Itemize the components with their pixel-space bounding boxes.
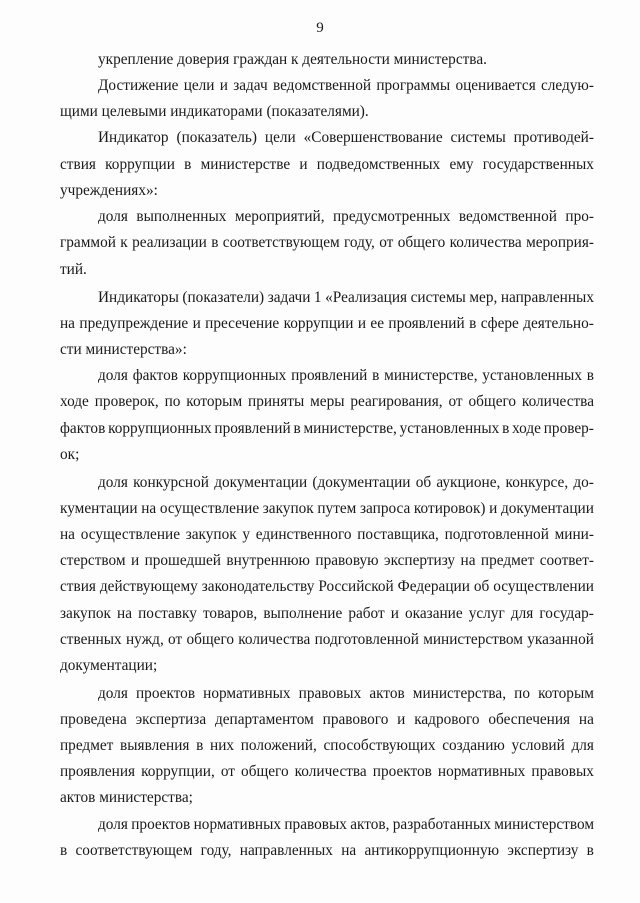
word: конкурсе,	[505, 474, 569, 491]
word: правовых	[531, 763, 594, 780]
word: в	[196, 737, 204, 754]
text-line: сти министерства»:	[60, 341, 187, 358]
word: у	[242, 526, 251, 543]
text-line	[60, 419, 594, 439]
word: нормативных	[193, 816, 282, 833]
word: выполнение	[263, 605, 343, 622]
text-line: учреждениях»:	[60, 182, 158, 199]
word: системы	[410, 289, 466, 306]
text-line	[98, 815, 594, 835]
text-line	[60, 630, 594, 650]
word: Российской	[318, 578, 394, 595]
word: году,	[344, 234, 375, 251]
word: общего	[397, 234, 446, 251]
word: единственного	[255, 526, 352, 543]
text-line: укрепление доверия граждан к деятельности министерства.	[98, 51, 487, 68]
text-line: актов министерства;	[60, 789, 193, 806]
word: указанной	[527, 631, 594, 648]
text-line	[60, 314, 594, 334]
word: 1	[313, 289, 322, 306]
word: условий	[511, 737, 565, 754]
word: доля	[98, 367, 128, 384]
text-line: щими целевыми индикаторами (показателями).	[60, 103, 369, 120]
word: ему	[449, 156, 474, 173]
word: по	[514, 685, 530, 702]
word: которым	[538, 685, 594, 702]
word: мини-	[554, 526, 594, 543]
word: созданию	[442, 737, 505, 754]
word: цели	[183, 77, 215, 94]
text-line	[60, 525, 594, 545]
word: и	[299, 156, 308, 173]
word: на	[141, 500, 157, 517]
word: программы	[376, 77, 451, 94]
text-line	[60, 841, 594, 861]
word: «Реализация	[325, 289, 408, 306]
word: и	[397, 711, 406, 728]
word: по	[164, 393, 181, 410]
word: от	[448, 393, 463, 410]
text-line	[98, 366, 594, 386]
word: аукционе,	[436, 474, 501, 491]
word: подготовленной	[444, 526, 549, 543]
text-line	[60, 604, 594, 624]
word: экспертизу	[507, 842, 579, 859]
word: предмет	[60, 737, 114, 754]
word: ствия	[60, 578, 96, 595]
word: проявления	[60, 763, 136, 780]
word: экспертиза	[135, 711, 207, 728]
word: коррупции	[105, 156, 175, 173]
word: ходе	[512, 420, 541, 437]
word: документации	[500, 500, 594, 517]
word: проведена	[60, 711, 127, 728]
word: котировок)	[413, 500, 486, 517]
word: путем	[317, 500, 357, 517]
text-line: ок;	[60, 446, 80, 463]
text-line: документации;	[60, 657, 158, 674]
word: предмет	[480, 552, 535, 569]
word: антикоррупционную	[364, 842, 500, 859]
word: запроса	[360, 500, 411, 517]
word: и	[192, 315, 201, 332]
word: направленных	[500, 289, 594, 306]
word: (документации	[312, 474, 411, 491]
word: документации	[214, 474, 308, 491]
word: провер-	[543, 420, 594, 437]
text-line	[98, 684, 594, 704]
text-line	[60, 577, 594, 597]
word: в	[469, 315, 477, 332]
word: осуществление	[80, 526, 180, 543]
word: на	[117, 605, 133, 622]
word: стерством	[60, 552, 126, 569]
word: действующему	[99, 578, 198, 595]
word: государственных	[482, 156, 594, 173]
text-line	[98, 473, 594, 493]
word: выявления	[120, 737, 190, 754]
word: ведомственной	[458, 208, 557, 225]
word: ходе	[60, 393, 89, 410]
word: пресечение	[205, 315, 280, 332]
word: проектов	[372, 763, 432, 780]
word: министерстве,	[384, 367, 478, 384]
word: товаров,	[202, 605, 258, 622]
word: в	[293, 420, 301, 437]
word: положений,	[240, 737, 317, 754]
word: ведомственной	[272, 77, 372, 94]
word: поставку	[138, 605, 197, 622]
text-line	[60, 155, 594, 175]
word: (показатель)	[176, 129, 258, 146]
word: установленных	[399, 420, 500, 437]
word: до-	[573, 474, 594, 491]
word: в	[211, 234, 219, 251]
word: системы	[450, 129, 506, 146]
word: меры	[310, 393, 345, 410]
word: коррупционных	[108, 420, 212, 437]
word: ственных	[60, 631, 122, 648]
word: доля	[98, 816, 128, 833]
word: на	[60, 526, 75, 543]
word: проверок,	[94, 393, 159, 410]
word: сфере	[480, 315, 519, 332]
word: про-	[565, 208, 594, 225]
word: кадрового	[414, 711, 480, 728]
word: правовую	[315, 552, 379, 569]
word: поставщика,	[357, 526, 439, 543]
word: нормативных	[203, 685, 291, 702]
word: доля	[98, 685, 128, 702]
text-line	[60, 762, 594, 782]
word: на	[578, 711, 594, 728]
word: нужд,	[125, 631, 164, 648]
word: предусмотренных	[332, 208, 451, 225]
text-line	[98, 128, 594, 148]
word: Федерации	[397, 578, 470, 595]
word: количества	[521, 393, 594, 410]
page-number: 9	[316, 20, 324, 36]
text-line	[60, 551, 594, 571]
word: количества	[449, 234, 522, 251]
word: конкурсной	[133, 474, 209, 491]
text-line	[98, 207, 594, 227]
text-line	[98, 76, 594, 96]
word: в	[586, 842, 594, 859]
word: кументации	[60, 500, 138, 517]
word: к	[120, 234, 128, 251]
word: министерством	[494, 816, 594, 833]
word: задачи	[267, 289, 311, 306]
word: оказание	[405, 605, 463, 622]
word: разработанных	[392, 816, 491, 833]
word: установленных	[482, 367, 582, 384]
word: соответ-	[539, 552, 594, 569]
word: которым	[186, 393, 243, 410]
word: актов	[369, 685, 405, 702]
word: в	[586, 367, 594, 384]
word: количества	[238, 631, 311, 648]
word: министерстве,	[303, 420, 397, 437]
word: закупок	[60, 605, 111, 622]
word: на	[60, 315, 75, 332]
word: и	[219, 77, 228, 94]
text-line	[60, 499, 594, 519]
word: работ	[348, 605, 385, 622]
word: департаментом	[214, 711, 314, 728]
text-line	[60, 392, 594, 412]
word: общего	[186, 631, 234, 648]
word: внутреннюю	[226, 552, 310, 569]
word: деятельно-	[523, 315, 594, 332]
word: министерством	[423, 631, 523, 648]
word: фактов	[132, 367, 178, 384]
word: правового	[322, 711, 389, 728]
word: услуг	[468, 605, 505, 622]
word: Достижение	[98, 77, 179, 94]
word: и	[489, 500, 498, 517]
word: (показатели)	[182, 289, 265, 306]
word: соответствующем	[75, 842, 193, 859]
word: и	[357, 315, 367, 332]
word: доля	[98, 474, 128, 491]
word: от	[379, 234, 394, 251]
word: проявлений	[388, 315, 465, 332]
word: соответствующем	[222, 234, 340, 251]
word: них	[210, 737, 235, 754]
text-line	[98, 288, 594, 308]
word: закупок	[185, 526, 237, 543]
word: правовых	[298, 685, 362, 702]
word: на	[341, 842, 357, 859]
word: году,	[200, 842, 232, 859]
word: коррупции	[283, 315, 354, 332]
word: об	[473, 578, 490, 595]
word: коррупции,	[141, 763, 215, 780]
word: осуществление	[159, 500, 260, 517]
word: реализации	[132, 234, 207, 251]
word: направленных	[239, 842, 333, 859]
word: об	[415, 474, 432, 491]
word: выполненных	[136, 208, 227, 225]
word: приняты	[248, 393, 305, 410]
word: прошедшей	[144, 552, 221, 569]
word: предупреждение	[79, 315, 189, 332]
word: реагирования,	[350, 393, 443, 410]
word: мероприя-	[526, 234, 594, 251]
word: ее	[370, 315, 385, 332]
word: от	[168, 631, 183, 648]
word: проектов	[136, 685, 196, 702]
word: противодей-	[513, 129, 594, 146]
word: оценивается	[455, 77, 536, 94]
word: в	[372, 367, 380, 384]
word: доля	[98, 208, 128, 225]
text-line	[60, 736, 594, 756]
word: следую-	[540, 77, 594, 94]
word: в	[60, 842, 68, 859]
word: нормативных	[437, 763, 526, 780]
word: мероприятий,	[234, 208, 325, 225]
word: цели	[264, 129, 296, 146]
word: от	[220, 763, 235, 780]
word: правовых	[284, 816, 347, 833]
word: «Совершенствование	[303, 129, 443, 146]
word: в	[502, 420, 510, 437]
text-line	[60, 233, 594, 253]
word: способствующих	[323, 737, 436, 754]
word: законодательству	[201, 578, 315, 595]
word: обеспечения	[488, 711, 571, 728]
word: для	[571, 737, 594, 754]
word: государ-	[539, 605, 594, 622]
word: мер,	[469, 289, 498, 306]
text-line	[60, 710, 594, 730]
word: и	[390, 605, 399, 622]
word: экспертизу	[384, 552, 456, 569]
word: ствия	[60, 156, 96, 173]
word: актов,	[350, 816, 390, 833]
word: фактов	[60, 420, 106, 437]
word: количества	[294, 763, 367, 780]
word: коррупционных	[182, 367, 287, 384]
word: общего	[241, 763, 289, 780]
word: Индикаторы	[98, 289, 179, 306]
word: проектов	[131, 816, 191, 833]
word: министерстве	[200, 156, 291, 173]
word: осуществлении	[493, 578, 594, 595]
word: проявлений	[291, 367, 368, 384]
word: министерства,	[412, 685, 507, 702]
word: в	[184, 156, 192, 173]
word: общего	[468, 393, 517, 410]
word: Индикатор	[98, 129, 169, 146]
word: и	[130, 552, 140, 569]
text-line: тий.	[60, 261, 87, 278]
word: на	[460, 552, 476, 569]
word: для	[510, 605, 534, 622]
word: подведомственных	[316, 156, 441, 173]
word: закупок	[262, 500, 314, 517]
word: проявлений	[214, 420, 291, 437]
word: задач	[233, 77, 268, 94]
word: граммой	[60, 234, 116, 251]
word: подготовленной	[314, 631, 419, 648]
